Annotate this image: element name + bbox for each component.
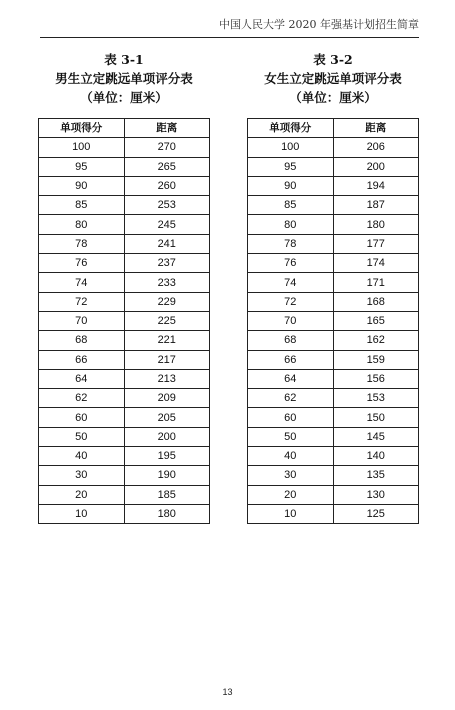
score-cell: 78 xyxy=(39,234,125,253)
table-row xyxy=(39,215,210,234)
table-row xyxy=(39,292,210,311)
distance-cell: 217 xyxy=(124,350,210,369)
score-cell: 95 xyxy=(248,157,334,176)
table-unit: （单位：厘米） xyxy=(80,90,168,105)
distance-cell: 159 xyxy=(333,350,419,369)
page-number: 13 xyxy=(222,687,233,697)
score-cell: 72 xyxy=(39,292,125,311)
score-cell: 50 xyxy=(248,427,334,446)
distance-cell: 237 xyxy=(124,254,210,273)
score-cell: 62 xyxy=(248,389,334,408)
table-row xyxy=(248,215,419,234)
distance-cell: 225 xyxy=(124,311,210,330)
distance-cell: 168 xyxy=(333,292,419,311)
table-row xyxy=(248,138,419,157)
table-row xyxy=(248,447,419,466)
table-row xyxy=(39,427,210,446)
distance-cell: 200 xyxy=(333,157,419,176)
score-cell: 30 xyxy=(39,466,125,485)
table-row xyxy=(248,311,419,330)
score-cell: 76 xyxy=(39,254,125,273)
score-cell: 20 xyxy=(39,485,125,504)
table-row xyxy=(39,369,210,388)
column-header-distance: 距离 xyxy=(333,119,419,138)
score-cell: 10 xyxy=(248,504,334,523)
score-cell: 10 xyxy=(39,504,125,523)
table-row xyxy=(39,466,210,485)
table-row xyxy=(248,466,419,485)
table-title: 女生立定跳远单项评分表 xyxy=(264,71,402,86)
table-row xyxy=(248,369,419,388)
table-title: 男生立定跳远单项评分表 xyxy=(55,71,193,86)
score-cell: 100 xyxy=(39,138,125,157)
distance-cell: 156 xyxy=(333,369,419,388)
table-block-male xyxy=(38,50,210,521)
score-cell: 20 xyxy=(248,485,334,504)
table-row xyxy=(248,234,419,253)
score-cell: 90 xyxy=(248,176,334,195)
score-cell: 64 xyxy=(39,369,125,388)
score-cell: 68 xyxy=(39,331,125,350)
distance-cell: 171 xyxy=(333,273,419,292)
table-row xyxy=(248,157,419,176)
distance-cell: 206 xyxy=(333,138,419,157)
score-cell: 40 xyxy=(248,447,334,466)
table-unit: （单位：厘米） xyxy=(289,90,377,105)
distance-cell: 213 xyxy=(124,369,210,388)
score-cell: 72 xyxy=(248,292,334,311)
distance-cell: 195 xyxy=(124,447,210,466)
table-row xyxy=(39,311,210,330)
table-row xyxy=(39,176,210,195)
distance-cell: 162 xyxy=(333,331,419,350)
distance-cell: 270 xyxy=(124,138,210,157)
score-cell: 74 xyxy=(248,273,334,292)
table-row xyxy=(248,350,419,369)
table-block-female xyxy=(247,50,419,521)
distance-cell: 229 xyxy=(124,292,210,311)
distance-cell: 265 xyxy=(124,157,210,176)
table-header-row xyxy=(248,119,419,138)
score-cell: 85 xyxy=(248,196,334,215)
table-number: 表 3-1 xyxy=(104,52,144,67)
distance-cell: 180 xyxy=(124,504,210,523)
table-row xyxy=(248,408,419,427)
table-row xyxy=(39,254,210,273)
distance-cell: 245 xyxy=(124,215,210,234)
score-cell: 30 xyxy=(248,466,334,485)
score-cell: 70 xyxy=(39,311,125,330)
distance-cell: 165 xyxy=(333,311,419,330)
distance-cell: 187 xyxy=(333,196,419,215)
score-cell: 40 xyxy=(39,447,125,466)
table-row xyxy=(248,504,419,523)
score-cell: 95 xyxy=(39,157,125,176)
table-row xyxy=(39,504,210,523)
score-table-female xyxy=(247,118,419,524)
table-row xyxy=(248,485,419,504)
table-number: 表 3-2 xyxy=(313,52,353,67)
running-header: 中国人民大学 2020 年强基计划招生简章 xyxy=(219,18,419,31)
distance-cell: 221 xyxy=(124,331,210,350)
table-row xyxy=(39,273,210,292)
table-row xyxy=(39,408,210,427)
distance-cell: 205 xyxy=(124,408,210,427)
score-cell: 85 xyxy=(39,196,125,215)
distance-cell: 177 xyxy=(333,234,419,253)
distance-cell: 174 xyxy=(333,254,419,273)
distance-cell: 241 xyxy=(124,234,210,253)
distance-cell: 253 xyxy=(124,196,210,215)
distance-cell: 194 xyxy=(333,176,419,195)
score-cell: 70 xyxy=(248,311,334,330)
column-header-score: 单项得分 xyxy=(248,119,334,138)
score-cell: 50 xyxy=(39,427,125,446)
table-header-row xyxy=(39,119,210,138)
distance-cell: 145 xyxy=(333,427,419,446)
score-cell: 80 xyxy=(248,215,334,234)
distance-cell: 153 xyxy=(333,389,419,408)
table-row xyxy=(248,331,419,350)
distance-cell: 200 xyxy=(124,427,210,446)
score-table-male xyxy=(38,118,210,524)
score-cell: 78 xyxy=(248,234,334,253)
score-cell: 68 xyxy=(248,331,334,350)
table-row xyxy=(248,427,419,446)
column-header-distance: 距离 xyxy=(124,119,210,138)
column-header-score: 单项得分 xyxy=(39,119,125,138)
distance-cell: 233 xyxy=(124,273,210,292)
table-row xyxy=(39,196,210,215)
score-cell: 60 xyxy=(39,408,125,427)
score-cell: 76 xyxy=(248,254,334,273)
score-cell: 80 xyxy=(39,215,125,234)
table-row xyxy=(248,292,419,311)
distance-cell: 180 xyxy=(333,215,419,234)
score-cell: 90 xyxy=(39,176,125,195)
table-row xyxy=(39,138,210,157)
distance-cell: 150 xyxy=(333,408,419,427)
score-cell: 66 xyxy=(39,350,125,369)
distance-cell: 135 xyxy=(333,466,419,485)
distance-cell: 140 xyxy=(333,447,419,466)
table-row xyxy=(39,447,210,466)
score-cell: 62 xyxy=(39,389,125,408)
table-row xyxy=(39,350,210,369)
distance-cell: 190 xyxy=(124,466,210,485)
table-row xyxy=(248,273,419,292)
table-row xyxy=(248,389,419,408)
distance-cell: 260 xyxy=(124,176,210,195)
table-row xyxy=(39,389,210,408)
score-cell: 100 xyxy=(248,138,334,157)
distance-cell: 209 xyxy=(124,389,210,408)
score-cell: 64 xyxy=(248,369,334,388)
table-row xyxy=(39,234,210,253)
table-row xyxy=(248,196,419,215)
distance-cell: 185 xyxy=(124,485,210,504)
distance-cell: 125 xyxy=(333,504,419,523)
table-row xyxy=(248,254,419,273)
table-row xyxy=(39,331,210,350)
table-row xyxy=(39,157,210,176)
score-cell: 74 xyxy=(39,273,125,292)
table-row xyxy=(39,485,210,504)
distance-cell: 130 xyxy=(333,485,419,504)
score-cell: 60 xyxy=(248,408,334,427)
score-cell: 66 xyxy=(248,350,334,369)
header-rule xyxy=(40,37,419,38)
table-row xyxy=(248,176,419,195)
